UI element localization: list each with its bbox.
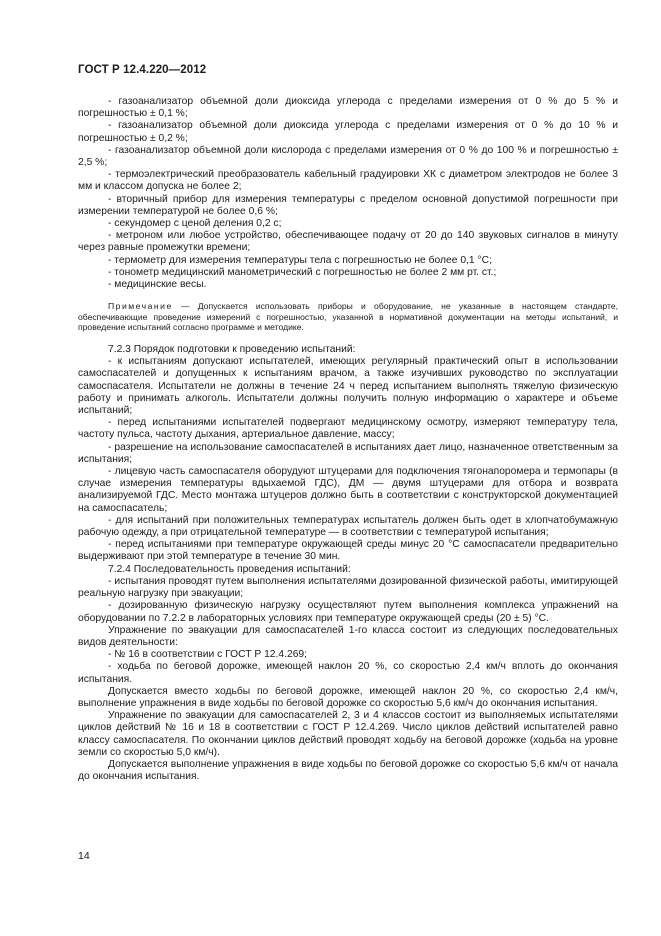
paragraph: Допускается вместо ходьбы по беговой дорожке, имеющей наклон 20 %, со скоростью 2,4 км/ч, выполнение упражнения в виде ходьбы по беговой дорожке со скоростью 5,6 км/ч до окончания испытания. — [78, 685, 618, 709]
document-body — [78, 96, 618, 783]
paragraph: - термометр для измерения температуры тела с погрешностью не более 0,1 °С; — [108, 254, 492, 266]
paragraph: - ходьба по беговой дорожке, имеющей наклон 20 %, со скоростью 2,4 км/ч вплоть до окончания испытания. — [78, 661, 618, 685]
paragraph: - для испытаний при положительных температурах испытатель должен быть одет в хлопчатобумажную рабочую одежду, а при отрицательной температуре — в соответствии с температурой испытания; — [78, 514, 618, 539]
paragraph: Упражнение по эвакуации для самоспасателей 1-го класса состоит из следующих последовательных видов деятельности: — [78, 624, 618, 648]
note — [78, 301, 618, 333]
paragraph: - лицевую часть самоспасателя оборудуют штуцерами для подключения тягонапоромера и термопары (в случае измерения температуры вдыхаемой ГДС), ДМ — двумя штуцерами для отбора и возврата анализируемой ГДС. Место монтажа штуцеров должно быть в соответствии с конструкторской документацией на самоспасатель; — [78, 466, 618, 514]
note-label: Примечание — [108, 301, 173, 312]
document-header: ГОСТ Р 12.4.220—2012 — [78, 64, 207, 76]
paragraph: Упражнение по эвакуации для самоспасателей 2, 3 и 4 классов состоит из выполняемых испытателями циклов действий № 16 и 18 в соответствии с ГОСТ Р 12.4.269. Число циклов действий испытателей равно классу самоспасателя. По окончании циклов действий проводят ходьбу на беговой дорожке (ходьба на уровне земли со скоростью 5,0 км/ч). — [78, 710, 618, 758]
paragraph: - перед испытаниями при температуре окружающей среды минус 20 °С самоспасатели предварительно выдерживают при этой температуре в течение 30 мин. — [78, 539, 618, 563]
paragraph: - разрешение на использование самоспасателей в испытаниях дает лицо, назначенное ответственным за испытания; — [78, 441, 618, 465]
paragraph: - медицинские весы. — [108, 279, 207, 291]
section-heading: 7.2.3 Порядок подготовки к проведению испытаний: — [108, 344, 356, 356]
paragraph: - тонометр медицинский манометрический с погрешностью не более 2 мм рт. ст.; — [108, 266, 497, 278]
paragraph: - к испытаниям допускают испытателей, имеющих регулярный практический опыт в использовании самоспасателей и допущенных к испытаниям врачом, а также изучивших руководство по эксплуатации самоспасателя. Испытатели не должны в течение 24 ч перед испытанием выполнять тяжелую физическую работу и принимать алкоголь. Испытатели должны получить полную информацию о характере и объеме испытаний; — [78, 356, 618, 417]
paragraph: - термоэлектрический преобразователь кабельный градуировки ХК с диаметром электродов не более 3 мм и классом допуска не более 2; — [78, 169, 618, 193]
paragraph: - перед испытаниями испытателей подвергают медицинскому осмотру, измеряют температуру тела, частоту пульса, частоту дыхания, артериальное давление, массу; — [78, 417, 618, 441]
paragraph: - испытания проводят путем выполнения испытателями дозированной физической работы, имитирующей реальную нагрузку при эвакуации; — [78, 575, 618, 600]
section-heading: 7.2.4 Последовательность проведения испытаний: — [108, 563, 351, 575]
paragraph: - газоанализатор объемной доли диоксида углерода с пределами измерения от 0 % до 5 % и погрешностью ± 0,1 %; — [78, 96, 618, 120]
page-number: 14 — [78, 850, 90, 862]
paragraph: - вторичный прибор для измерения температуры с пределом основной допустимой погрешности при измерении температурой не более 0,6 %; — [78, 193, 618, 217]
paragraph: - метроном или любое устройство, обеспечивающее подачу от 20 до 140 звуковых сигналов в минуту через равные промежутки времени; — [78, 230, 618, 254]
paragraph: - № 16 в соответствии с ГОСТ Р 12.4.269; — [108, 649, 308, 661]
paragraph: Допускается выполнение упражнения в виде ходьбы по беговой дорожке со скоростью 5,6 км/ч от начала до окончания испытания. — [78, 758, 618, 783]
note-text: — Допускается использовать приборы и оборудование, не указанные в настоящем стандарте, обеспечивающие проведение измерений с погрешностью, указанной в нормативной документации на методы испытаний, и проведение испытаний согласно программе и методике. — [78, 301, 618, 333]
paragraph: - газоанализатор объемной доли кислорода с пределами измерения от 0 % до 100 % и погрешностью ± 2,5 %; — [78, 144, 618, 169]
paragraph: - секундомер с ценой деления 0,2 с; — [108, 218, 282, 230]
paragraph: - газоанализатор объемной доли диоксида углерода с пределами измерения от 0 % до 10 % и погрешностью ± 0,2 %; — [78, 120, 618, 144]
paragraph: - дозированную физическую нагрузку осуществляют путем выполнения комплекса упражнений на оборудовании по 7.2.2 в лабораторных условиях при температуре окружающей среды (20 ± 5) °С. — [78, 600, 618, 624]
